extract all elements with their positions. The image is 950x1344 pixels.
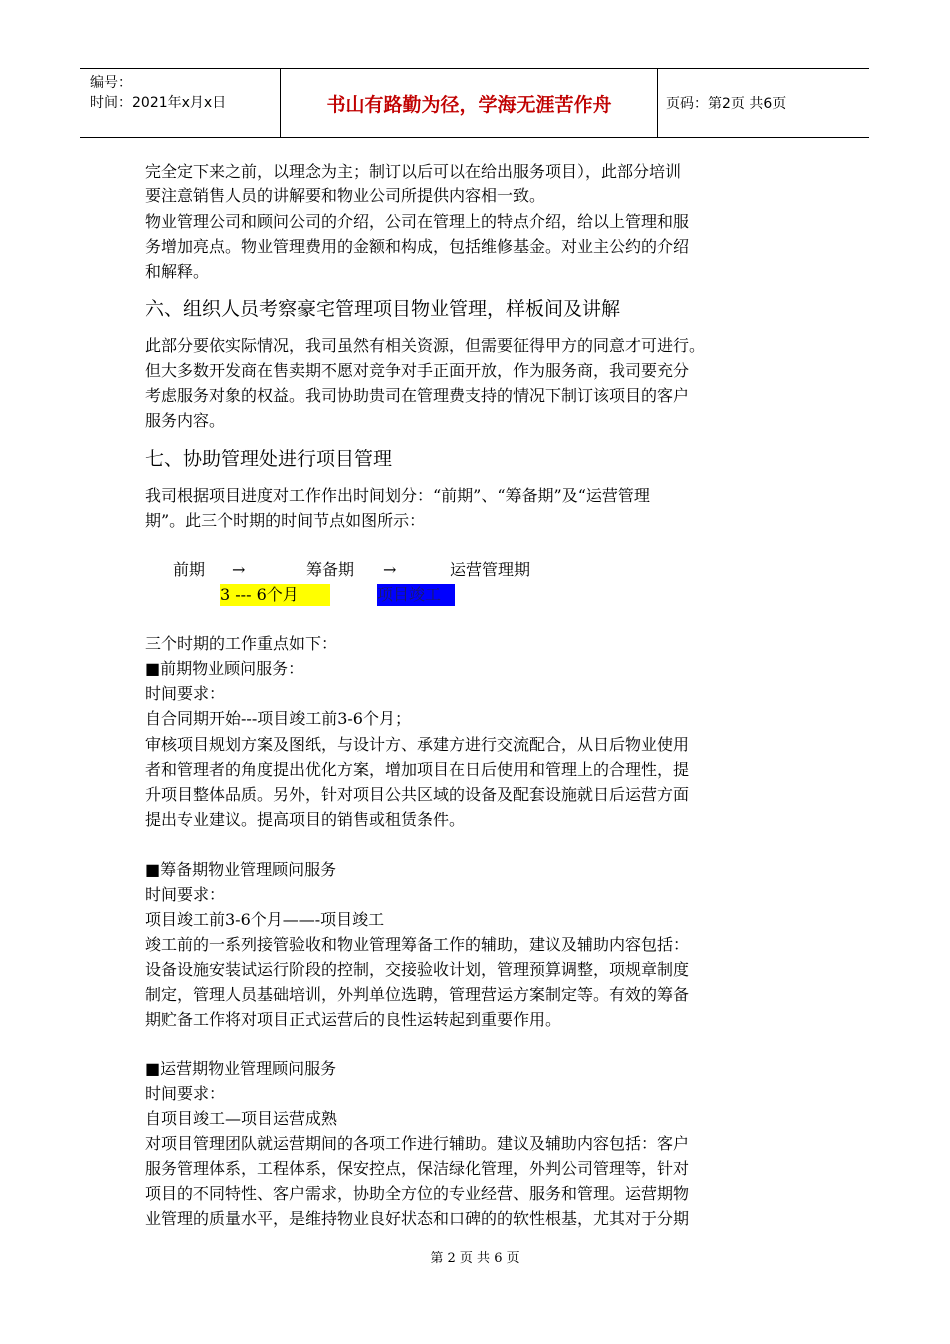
text-line: 物业管理公司和顾问公司的介绍，公司在管理上的特点介绍，给以上管理和服 bbox=[145, 212, 690, 231]
text-line: 项目的不同特性、客户需求，协助全方位的专业经营、服务和管理。运营期物 bbox=[145, 1184, 690, 1203]
number-label: 编号： bbox=[90, 75, 132, 91]
text-line: 项目竣工前3-6个月——-项目竣工 bbox=[145, 910, 385, 929]
text-line: 竣工前的一系列接管验收和物业管理筹备工作的辅助，建议及辅助内容包括： bbox=[145, 935, 690, 954]
flow-period-duration: 3 --- 6个月 bbox=[220, 584, 330, 606]
flow-stage-ops: 运营管理期 bbox=[450, 560, 531, 579]
flow-arrow: → bbox=[232, 560, 246, 579]
text-line: 时间要求： bbox=[145, 684, 226, 703]
text-line: 考虑服务对象的权益。我司协助贵司在管理费支持的情况下制订该项目的客户 bbox=[145, 386, 690, 405]
text-line: 设备设施安装试运行阶段的控制，交接验收计划，管理预算调整，项规章制度 bbox=[145, 960, 690, 979]
text-line: 者和管理者的角度提出优化方案，增加项目在日后使用和管理上的合理性，提 bbox=[145, 760, 690, 779]
text-line: 期贮备工作将对项目正式运营后的良性运转起到重要作用。 bbox=[145, 1010, 562, 1029]
flow-period-completion: 项目竣工 bbox=[377, 584, 455, 606]
section-heading-7: 七、协助管理处进行项目管理 bbox=[145, 448, 393, 470]
text-line: 自合同期开始---项目竣工前3-6个月； bbox=[145, 709, 411, 728]
text-line: 时间要求： bbox=[145, 1084, 226, 1103]
text-line: 务增加亮点。物业管理费用的金额和构成，包括维修基金。对业主公约的介绍 bbox=[145, 237, 690, 256]
text-line: 时间要求： bbox=[145, 885, 226, 904]
text-line: 三个时期的工作重点如下： bbox=[145, 634, 338, 653]
header-page-label: 页码：第2页 共6页 bbox=[666, 96, 787, 112]
text-line: ■筹备期物业管理顾问服务 bbox=[145, 860, 337, 879]
header-motto: 书山有路勤为径，学海无涯苦作舟 bbox=[281, 69, 658, 137]
text-line: 我司根据项目进度对工作作出时间划分：“前期”、“筹备期”及“运营管理 bbox=[145, 486, 650, 505]
text-line: 服务管理体系，工程体系，保安控点，保洁绿化管理，外判公司管理等，针对 bbox=[145, 1159, 690, 1178]
text-line: 对项目管理团队就运营期间的各项工作进行辅助。建议及辅助内容包括：客户 bbox=[145, 1134, 690, 1153]
text-line: 但大多数开发商在售卖期不愿对竞争对手正面开放，作为服务商，我司要充分 bbox=[145, 361, 690, 380]
text-line: 要注意销售人员的讲解要和物业公司所提供内容相一致。 bbox=[145, 186, 546, 205]
section-heading-6: 六、组织人员考察豪宅管理项目物业管理，样板间及讲解 bbox=[145, 298, 621, 320]
date-label: 时间：2021年x月x日 bbox=[90, 95, 227, 111]
text-line: 此部分要依实际情况，我司虽然有相关资源，但需要征得甲方的同意才可进行。 bbox=[145, 336, 706, 355]
text-line: 期”。此三个时期的时间节点如图所示： bbox=[145, 511, 426, 530]
text-line: ■前期物业顾问服务： bbox=[145, 659, 305, 678]
text-line: 审核项目规划方案及图纸，与设计方、承建方进行交流配合，从日后物业使用 bbox=[145, 735, 690, 754]
text-line: 服务内容。 bbox=[145, 411, 226, 430]
document-header bbox=[80, 68, 869, 138]
text-line: 制定，管理人员基础培训，外判单位选聘，管理营运方案制定等。有效的筹备 bbox=[145, 985, 690, 1004]
page-footer: 第 2 页 共 6 页 bbox=[430, 1251, 520, 1266]
text-line: 升项目整体品质。另外，针对项目公共区域的设备及配套设施就日后运营方面 bbox=[145, 785, 690, 804]
text-line: 业管理的质量水平，是维持物业良好状态和口碑的的软性根基，尤其对于分期 bbox=[145, 1209, 690, 1228]
text-line: 和解释。 bbox=[145, 262, 210, 281]
header-meta bbox=[80, 69, 281, 137]
text-line: 完全定下来之前，以理念为主；制订以后可以在给出服务项目），此部分培训 bbox=[145, 162, 682, 181]
flow-stage-pre: 前期 bbox=[173, 560, 206, 579]
text-line: ■运营期物业管理顾问服务 bbox=[145, 1059, 337, 1078]
text-line: 提出专业建议。提高项目的销售或租赁条件。 bbox=[145, 810, 466, 829]
flow-arrow: → bbox=[383, 560, 397, 579]
flow-stage-prep: 筹备期 bbox=[306, 560, 355, 579]
text-line: 自项目竣工—项目运营成熟 bbox=[145, 1109, 338, 1128]
